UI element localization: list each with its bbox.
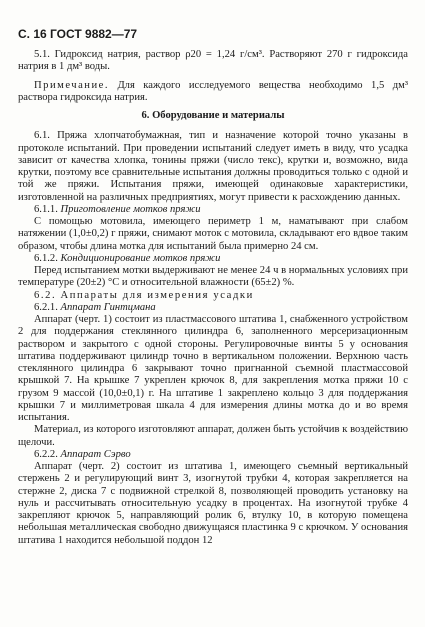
note-text: Для каждого исследуемого вещества необходимо 1,5 дм³ раствора гидроксида натрия. [18, 79, 408, 103]
paragraph-6-1-2-text: Перед испытанием мотки выдерживают не менее 24 ч в нормальных условиях при температуре (20±2) °С и относительной влажности (65±2) %. [18, 265, 408, 289]
section-heading: 6. Оборудование и материалы [141, 110, 285, 121]
paragraph-material: Материал, из которого изготовляют аппарат, должен быть устойчив к воздействию щелочи. [18, 424, 408, 448]
page-header: С. 16 ГОСТ 9882—77 [18, 27, 138, 41]
paragraph-6-1-1-number: 6.1.1. [34, 203, 58, 215]
paragraph-6-1-2 [18, 253, 408, 265]
paragraph-6-1-1-title: Приготовление мотков пряжи [60, 203, 201, 215]
paragraph-6-2-2-number: 6.2.2. [34, 448, 58, 460]
paragraph-6-2-2-text: Аппарат (черт. 2) состоит из штатива 1, имеющего съемный вертикальный стержень 2 и регулирующий винт 3, изогнутой трубки 4, которая закрепляется на стержне 2, диска 7 с подвижной стрелкой 8, позволяющей проводить установку на нуль и рассчитывать относительную усадку в процентах. На изогнутой трубке 4 закрепляют крючок 5, направляющий ролик 6, втулку 10, в которую помещена небольшая металлическая свободно движущаяся пластинка 9 с крючком. У основания штатива 1 находится небольшой поддон 12 [18, 461, 408, 546]
paragraph-6-1: 6.1. Пряжа хлопчатобумажная, тип и назначение которой точно указаны в протоколе испытаний. При проведении испытаний следует иметь в виду, что усадка зависит от качества хлопка, тонины пряжи (число текс), крутки и, возможно, вида крутки, поэтому все сравнительные испытания должны проводиться только с одной и той же пряжи. Испытания пряжи, имеющей одинаковые характеристики, изготовленной на различных предприятиях, могут привести к расхождению данных. [18, 130, 408, 203]
paragraph-6-2-2 [18, 449, 408, 461]
paragraph-5-1: 5.1. Гидроксид натрия, раствор ρ20 = 1,24 г/см³. Растворяют 270 г гидроксида натрия в 1 дм³ воды. [18, 49, 408, 73]
paragraph-6-2-1-title: Аппарат Гинтцмана [60, 301, 156, 313]
paragraph-6-1-1-text: С помощью мотовила, имеющего периметр 1 м, наматывают при слабом натяжении (1,0±0,2) г пряжи, снимают моток с мотовила, складывают его вдвое таким образом, чтобы длина мотка для испытаний была примерно 24 см. [18, 216, 408, 252]
paragraph-6-1-2-title: Кондиционирование мотков пряжи [60, 252, 221, 264]
paragraph-6-2-1-text: Аппарат (черт. 1) состоит из пластмассового штатива 1, снабженного устройством 2 для поддержания стеклянного цилиндра 6, заполненного мерсеризационным раствором и закрытого с одной стороны. Регулировочные винты 5 у основания штатива поддерживают цилиндр точно в вертикальном положении. Верхнюю часть стеклянного цилиндра 6 закрывают точно пригнанной съемной пластмассовой крышкой 7. На крышке 7 укреплен крючок 8, для закрепления мотка пряжи 10 с грузом 9 массой (10,0±0,1) г. На штативе 1 закреплено кольцо 3 для поддержания крышки 7 и миллиметровая шкала 4 для измерения длины мотка до и во время испытания. [18, 314, 408, 423]
paragraph-6-1-2-number: 6.1.2. [34, 252, 58, 264]
paragraph-6-1-1 [18, 204, 408, 216]
paragraph-6-2-2-title: Аппарат Сэрво [60, 448, 131, 460]
document-body [18, 49, 408, 547]
note [18, 80, 408, 105]
paragraph-6-2-1 [18, 302, 408, 314]
paragraph-6-2-1-number: 6.2.1. [34, 301, 58, 313]
paragraph-6-2: 6.2. Аппараты для измерения усадки [34, 289, 254, 301]
note-label: Примечание. [34, 79, 109, 91]
